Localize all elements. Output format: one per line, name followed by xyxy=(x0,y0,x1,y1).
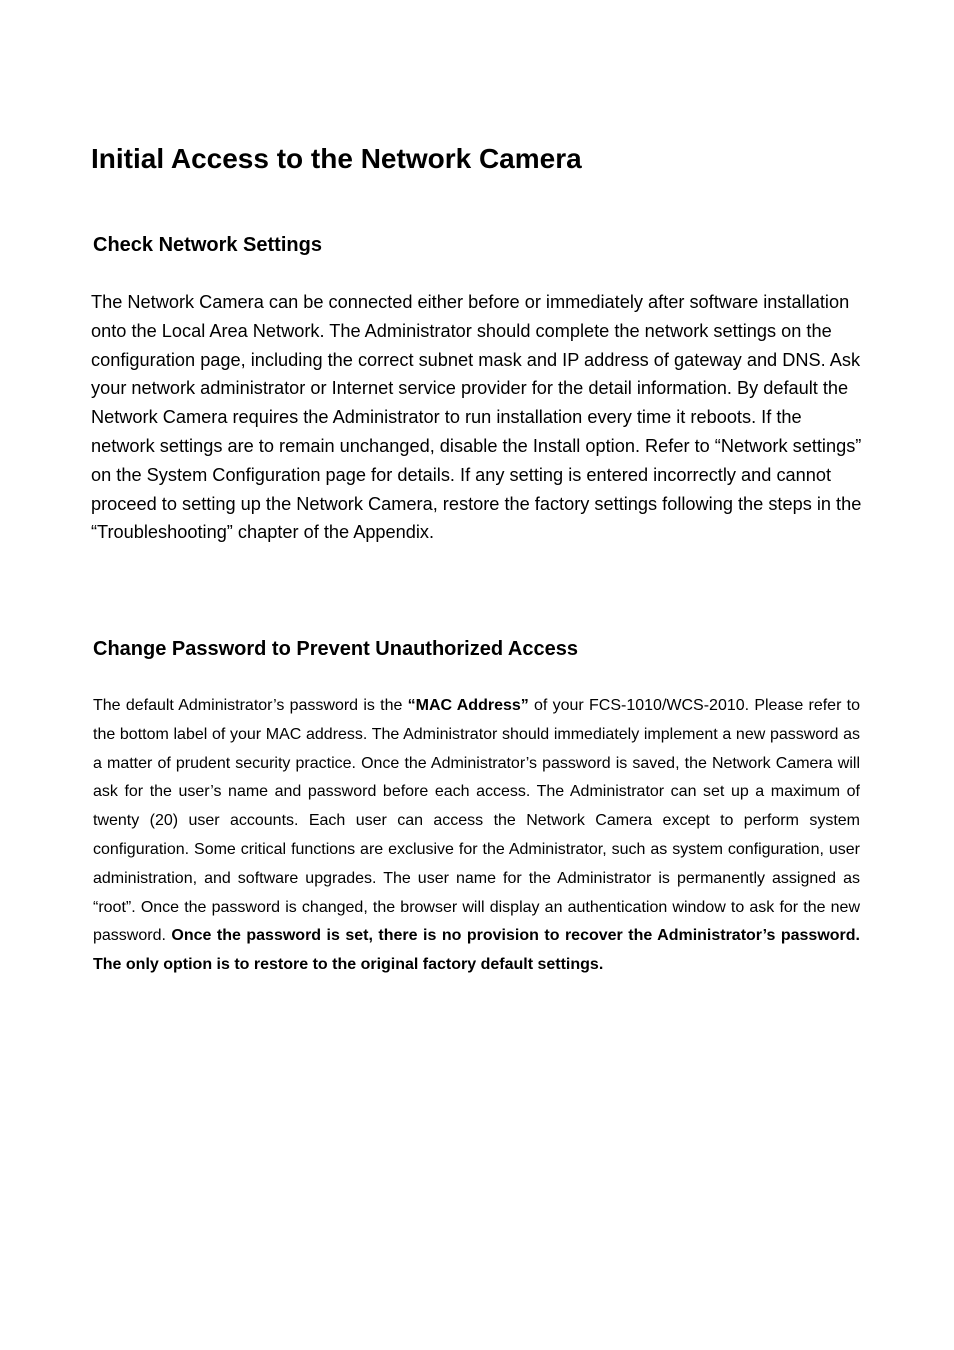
change-password-paragraph xyxy=(93,692,860,980)
password-text-intro: The default Administrator’s password is the xyxy=(93,697,408,714)
page-title: Initial Access to the Network Camera xyxy=(91,143,582,174)
password-text-body: of your FCS-1010/WCS-2010. Please refer to the bottom label of your MAC address. The Administrator should immediately implement a new password as a matter of prudent security practice. Once the Administrator’s password is saved, the Network Camera will ask for the user’s name and password before each access. The Administrator can set up a maximum of twenty (20) user accounts. Each user can access the Network Camera except to perform system configuration. Some critical functions are exclusive for the Administrator, such as system configuration, user administration, and software upgrades. The user name for the Administrator is permanently assigned as “root”. Once the password is changed, the browser will display an authentication window to ask for the new password. xyxy=(93,697,861,945)
mac-address-emphasis: “MAC Address” xyxy=(407,697,529,714)
password-recovery-warning: Once the password is set, there is no provision to recover the Administrator’s password. The only option is to restore to the original factory default settings. xyxy=(93,927,860,974)
section-heading-check-network-settings: Check Network Settings xyxy=(93,234,322,256)
section-heading-change-password: Change Password to Prevent Unauthorized Access xyxy=(93,638,578,660)
check-network-settings-paragraph: The Network Camera can be connected either before or immediately after software installation onto the Local Area Network. The Administrator should complete the network settings on the configuration page, including the correct subnet mask and IP address of gateway and DNS. Ask your network administrator or Internet service provider for the detail information. By default the Network Camera requires the Administrator to run installation every time it reboots. If the network settings are to remain unchanged, disable the Install option. Refer to “Network settings” on the System Configuration page for details. If any setting is entered incorrectly and cannot proceed to setting up the Network Camera, restore the factory settings following the steps in the “Troubleshooting” chapter of the Appendix. xyxy=(91,292,862,543)
